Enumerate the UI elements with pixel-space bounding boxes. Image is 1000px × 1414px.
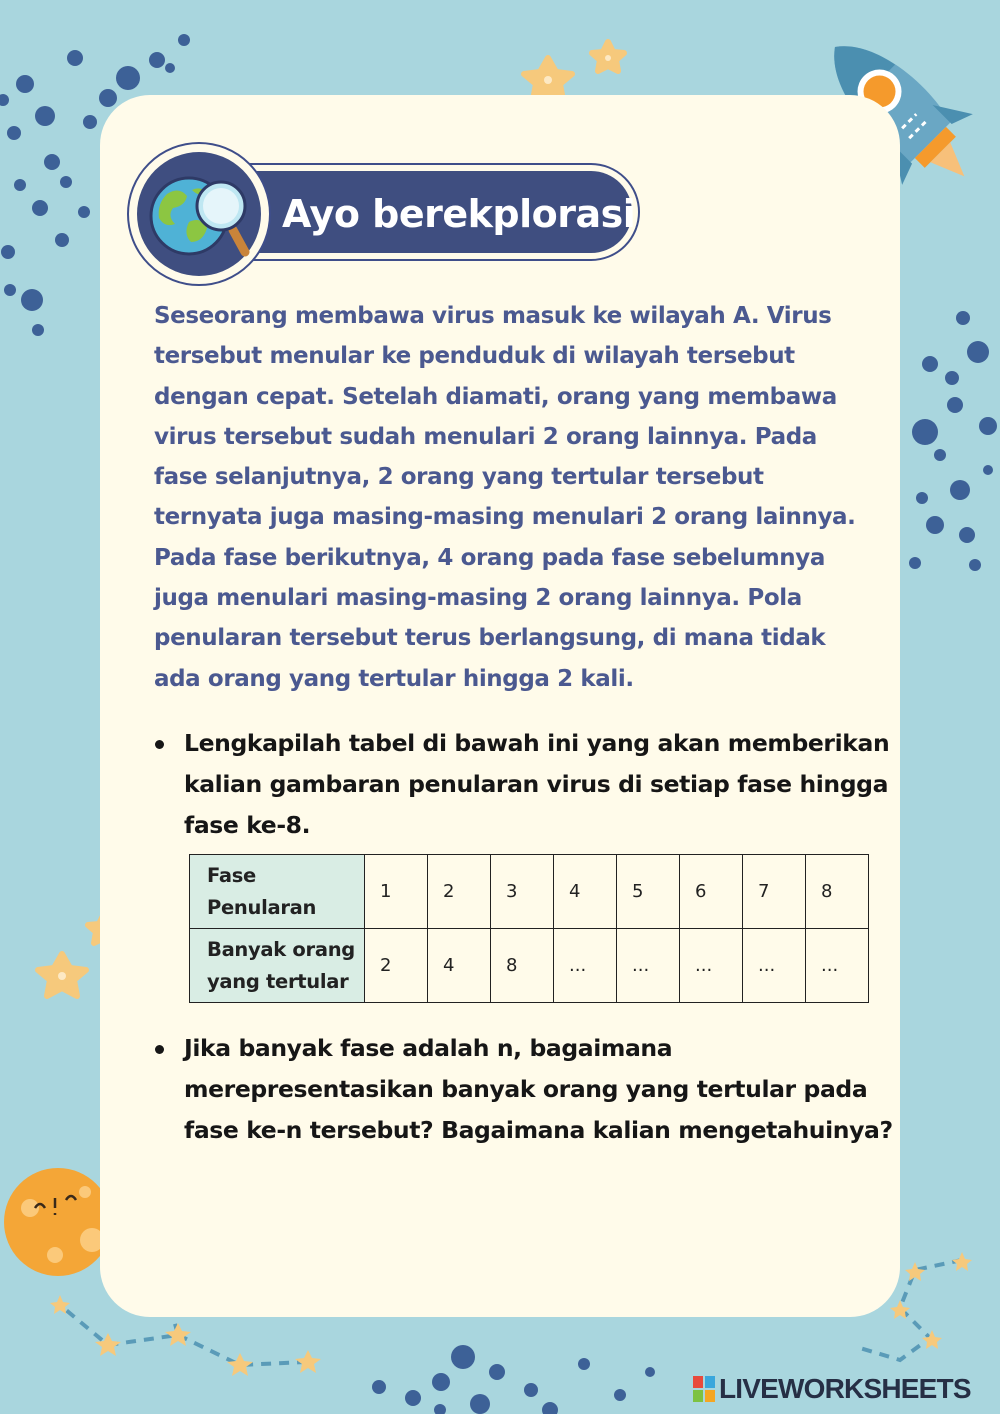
intro-line: Seseorang membawa virus masuk ke wilayah A. Virus [154,303,832,329]
intro-line: tersebut menular ke penduduk di wilayah tersebut [154,343,795,370]
count-cell: 8 [491,929,554,1003]
bullet-line: Jika banyak fase adalah n, bagaimana [184,1034,673,1062]
phase-cell: 8 [806,855,869,929]
globe-magnifier-icon [137,152,261,276]
count-answer-cell[interactable]: ... [617,929,680,1003]
phase-cell: 5 [617,855,680,929]
count-answer-cell[interactable]: ... [806,929,869,1003]
intro-line: penularan tersebut terus berlangsung, di mana tidak [154,625,826,652]
intro-paragraph [154,296,854,699]
count-cell: 4 [428,929,491,1003]
intro-line: Pada fase berikutnya, 4 orang pada fase sebelumnya [154,544,825,571]
phase-cell: 2 [428,855,491,929]
bullet-line: fase ke-n tersebut? Bagaimana kalian mengetahuinya? [184,1116,893,1144]
intro-line: virus tersebut sudah menulari 2 orang lainnya. Pada [154,423,817,450]
planet-icon [4,1168,112,1276]
phase-cell: 7 [743,855,806,929]
table-row [190,929,869,1003]
bullet-line: Lengkapilah tabel di bawah ini yang akan memberikan [184,729,890,757]
dots-right [909,311,997,571]
bullet-line: fase ke-8. [184,811,311,839]
dots-bottom [372,1345,655,1414]
count-answer-cell[interactable]: ... [743,929,806,1003]
page-title: Ayo berekplorasi [282,192,636,236]
phase-table [189,854,869,1003]
intro-line: ternyata juga masing-masing menulari 2 orang lainnya. [154,504,856,531]
header-line: Fase [207,863,256,887]
header-line: Penularan [207,895,317,919]
intro-line: fase selanjutnya, 2 orang yang tertular tersebut [154,464,764,491]
intro-line: dengan cepat. Setelah diamati, orang yang membawa [154,383,837,410]
count-cell: 2 [365,929,428,1003]
phase-cell: 1 [365,855,428,929]
row-header-fase [190,855,365,929]
phase-cell: 4 [554,855,617,929]
row-header-banyak [190,929,365,1003]
count-answer-cell[interactable]: ... [554,929,617,1003]
header-line: Banyak orang [207,937,355,961]
bullet-line: merepresentasikan banyak orang yang tertular pada [184,1075,868,1103]
bullet-line: kalian gambaran penularan virus di setiap fase hingga [184,770,889,798]
header-line: yang tertular [207,969,349,993]
table-row [190,855,869,929]
bullet-dot [155,1045,164,1054]
intro-line: ada orang yang tertular hingga 2 kali. [154,665,634,692]
liveworksheets-brand: LIVEWORKSHEETS [719,1373,971,1404]
phase-cell: 3 [491,855,554,929]
liveworksheets-logo-icon [693,1376,715,1402]
bullet-dot [155,740,164,749]
count-answer-cell[interactable]: ... [680,929,743,1003]
intro-line: juga menulari masing-masing 2 orang lainnya. Pola [154,585,802,612]
phase-cell: 6 [680,855,743,929]
